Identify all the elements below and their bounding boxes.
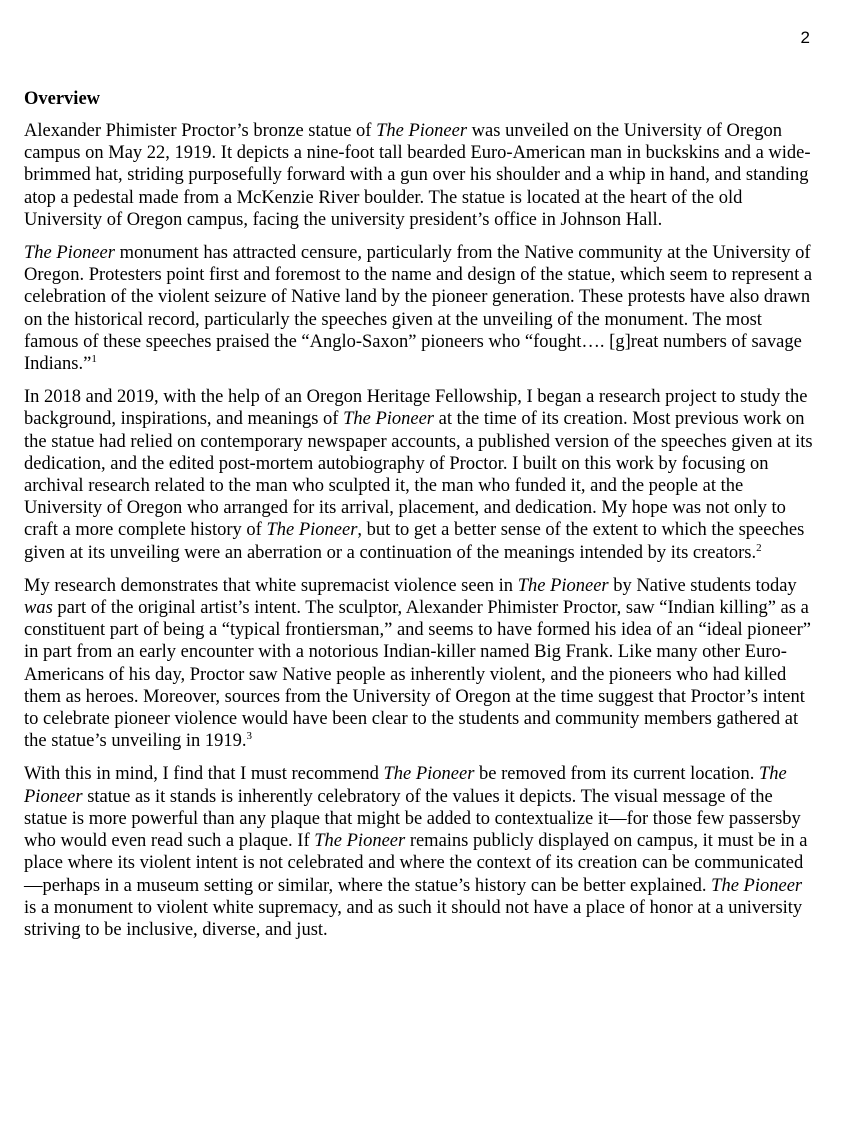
italic-text: The Pioneer (517, 575, 609, 596)
italic-text: The Pioneer (343, 409, 434, 430)
paragraph-text: remains publicly displayed on campus, it must be in a place where its violent intent is not celebrated and where the context of its creation can be communicated—perhaps in a museum setting or similar, where the statue’s history can be better explained. (24, 831, 808, 896)
italic-text: The Pioneer (376, 121, 468, 141)
paragraph-text: statue as it stands is inherently celebratory of the values it depicts. The visual message of the statue is more powerful than any plaque that might be added to contextualize it—for those few passersby who would even read such a plaque. If (24, 786, 801, 852)
body-paragraph (24, 575, 814, 753)
body-paragraph (24, 386, 814, 564)
document-body (24, 88, 814, 952)
italic-text: The Pioneer (266, 520, 358, 541)
footnote-marker: 3 (246, 730, 252, 743)
body-paragraph (24, 242, 814, 375)
italic-text: The Pioneer (314, 831, 406, 852)
paragraph-list (24, 120, 814, 941)
italic-text: The Pioneer (711, 875, 803, 896)
paragraph-text: is a monument to violent white supremacy, and as such it should not have a place of honor at a university striving to be inclusive, diverse, and just. (24, 897, 803, 940)
italic-text: The Pioneer (24, 243, 115, 264)
page-number: 2 (800, 28, 810, 47)
paragraph-text: part of the original artist’s intent. The sculptor, Alexander Phimister Proctor, saw “Indian killing” as a constituent part of being a “typical frontiersman,” and seems to have formed his idea of an “ideal pioneer” in part from an early encounter with a notorious Indian-killer named Big Frank. Like many other Euro-Americans of his day, Proctor saw Native people as inherently violent, and the pioneers who had killed them as heroes. Moreover, sources from the University of Oregon at the time suggest that Proctor’s intent to celebrate pioneer violence would have been clear to the students and community members gathered at the statue’s unveiling in 1919. (24, 598, 811, 752)
paragraph-text: by Native students today (608, 575, 797, 596)
paragraph-text: be removed from its current location. (474, 764, 759, 785)
section-heading: Overview (24, 89, 101, 109)
paragraph-text: , but to get a better sense of the extent to which the speeches given at its unveiling were an aberration or a continuation of the meanings intended by its creators. (24, 520, 805, 563)
paragraph-text: at the time of its creation. Most previous work on the statue had relied on contemporary newspaper accounts, a published version of the speeches given at its dedication, and the edited post-mortem autobiography of Proctor. I built on this work by focusing on archival research related to the man who sculpted it, the man who funded it, and the people at the University of Oregon who arranged for its arrival, placement, and dedication. My hope was not only to craft a more complete history of (24, 409, 813, 541)
paragraph-text: In 2018 and 2019, with the help of an Oregon Heritage Fellowship, I began a research project to study the background, inspirations, and meanings of (24, 387, 808, 430)
body-paragraph (24, 763, 814, 941)
paragraph-text: was unveiled on the University of Oregon campus on May 22, 1919. It depicts a nine-foot tall bearded Euro-American man in buckskins and a wide-brimmed hat, striding purposefully forward with a gun over his shoulder and a whip in hand, and standing atop a pedestal made from a McKenzie River boulder. The statue is located at the heart of the old University of Oregon campus, facing the university president’s office in Johnson Hall. (24, 121, 811, 230)
footnote-marker: 1 (91, 352, 97, 365)
paragraph-text: Alexander Phimister Proctor’s bronze statue of (24, 121, 377, 141)
footnote-marker: 2 (756, 541, 762, 554)
paragraph-text: monument has attracted censure, particularly from the Native community at the University of Oregon. Protesters point first and foremost to the name and design of the statue, which seem to represent a celebration of the violent seizure of Native land by the pioneer generation. These protests have also drawn on the historical record, particularly the speeches given at the unveiling of the monument. The most famous of these speeches praised the “Anglo-Saxon” pioneers who “fought…. [g]reat numbers of savage Indians.” (24, 243, 813, 375)
italic-text: The Pioneer (383, 764, 475, 785)
italic-text: was (24, 598, 53, 619)
paragraph-text: With this in mind, I find that I must recommend (24, 764, 384, 785)
paragraph-text: My research demonstrates that white supremacist violence seen in (24, 575, 518, 596)
body-paragraph (24, 120, 814, 231)
italic-text: The Pioneer (24, 764, 787, 807)
